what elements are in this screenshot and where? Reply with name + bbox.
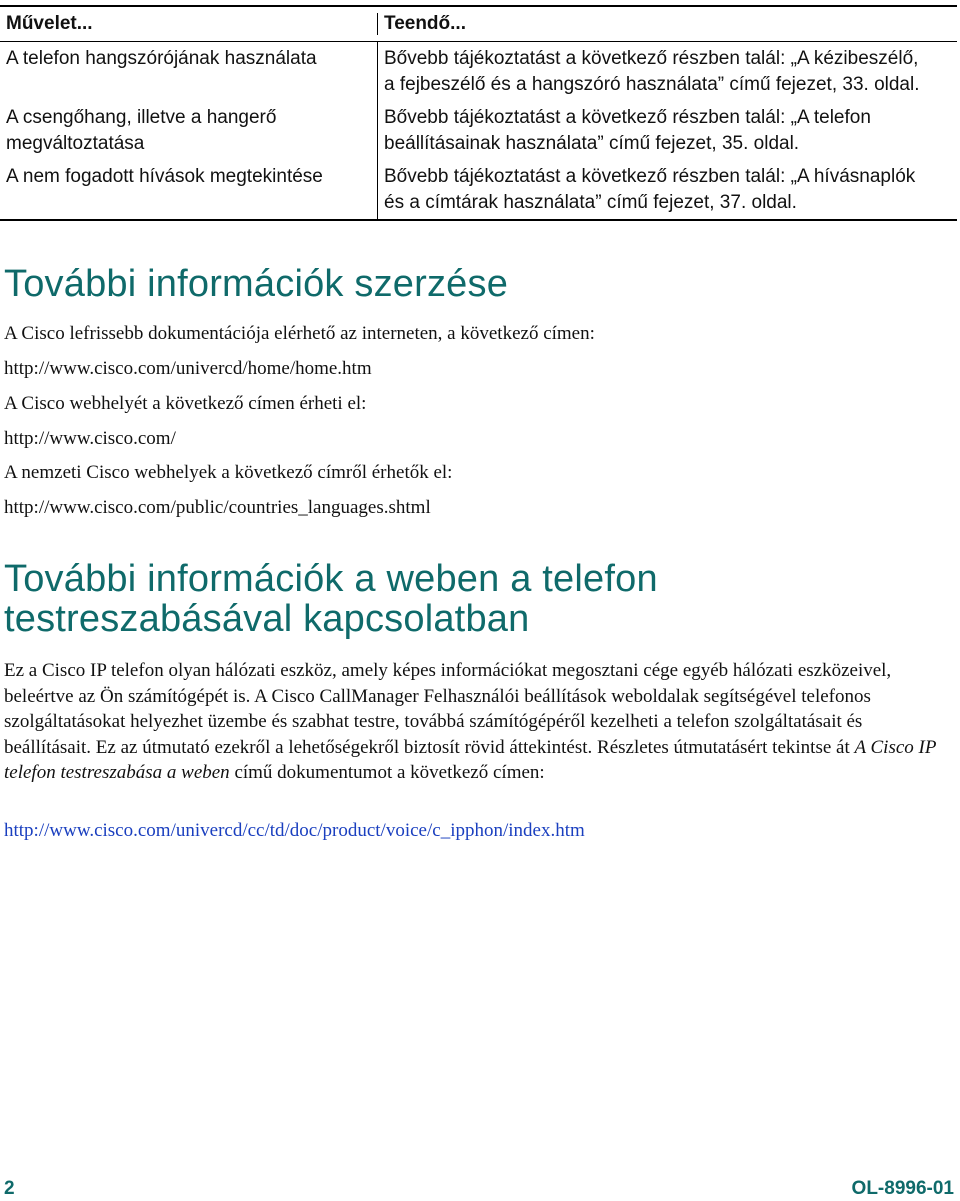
todo-cell	[378, 160, 957, 219]
table-row	[0, 160, 957, 219]
todo-cell	[378, 101, 957, 160]
intro-text: A Cisco lefrissebb dokumentációja elérhető az interneten, a következő címen:	[4, 323, 595, 344]
intro-text: A nemzeti Cisco webhelyek a következő címről érhetők el:	[4, 462, 453, 483]
action-line: A csengőhang, illetve a hangerő	[6, 107, 277, 128]
intro-text: A Cisco webhelyét a következő címen érheti el:	[4, 393, 367, 414]
todo-line: Bővebb tájékoztatást a következő részben talál: „A kézibeszélő,	[384, 48, 919, 69]
todo-line: beállításainak használata” című fejezet, 35. oldal.	[384, 133, 800, 154]
todo-cell	[378, 42, 957, 101]
table-row	[0, 42, 957, 101]
paragraph-text: című dokumentumot a következő címen:	[229, 762, 545, 783]
customization-paragraph	[4, 658, 954, 786]
paragraph-text: Ez a Cisco IP telefon olyan hálózati eszköz, amely képes információkat megosztani cége egyéb hálózati eszközeivel, beleértve az Ön számítógépét is. A Cisco CallManager Felhasználói beállítások weboldalak segítségével telefonos szolgáltatásokat helyezhet üzembe és szabhat testre, továbbá számítógépéről kezelheti a telefon szolgáltatásait és beállításait. Ez az útmutató ezekről a lehetőségekről biztosít rövid áttekintést. Részletes útmutatásért tekintse át	[4, 660, 892, 758]
header-action: Művelet...	[0, 13, 378, 35]
section-heading-web-customization: További információk a weben a telefon testreszabásával kapcsolatban	[4, 558, 658, 640]
todo-line: a fejbeszélő és a hangszóró használata” című fejezet, 33. oldal.	[384, 74, 920, 95]
docs-link[interactable]: http://www.cisco.com/univercd/home/home.htm	[4, 358, 372, 379]
table-row	[0, 101, 957, 160]
action-cell	[0, 42, 378, 101]
table-header-row	[0, 7, 957, 42]
action-line: A telefon hangszórójának használata	[6, 48, 317, 69]
todo-line: Bővebb tájékoztatást a következő részben talál: „A hívásnaplók	[384, 166, 916, 187]
customization-doc-link[interactable]: http://www.cisco.com/univercd/cc/td/doc/product/voice/c_ipphon/index.htm	[4, 820, 585, 841]
action-cell	[0, 160, 378, 219]
section-heading-more-info: További információk szerzése	[4, 263, 509, 305]
countries-link[interactable]: http://www.cisco.com/public/countries_languages.shtml	[4, 497, 431, 518]
action-cell	[0, 101, 378, 160]
document-title: A Cisco IP telefon testreszabása a weben	[4, 736, 937, 783]
action-line: A nem fogadott hívások megtekintése	[6, 166, 323, 187]
document-id: OL-8996-01	[851, 1178, 954, 1199]
todo-line: Bővebb tájékoztatást a következő részben talál: „A telefon	[384, 107, 871, 128]
todo-line: és a címtárak használata” című fejezet, 37. oldal.	[384, 192, 797, 213]
page-number: 2	[4, 1178, 15, 1199]
action-line: megváltoztatása	[6, 133, 145, 154]
operations-table	[0, 5, 957, 221]
header-todo: Teendő...	[384, 13, 466, 34]
cisco-site-link[interactable]: http://www.cisco.com/	[4, 428, 176, 449]
